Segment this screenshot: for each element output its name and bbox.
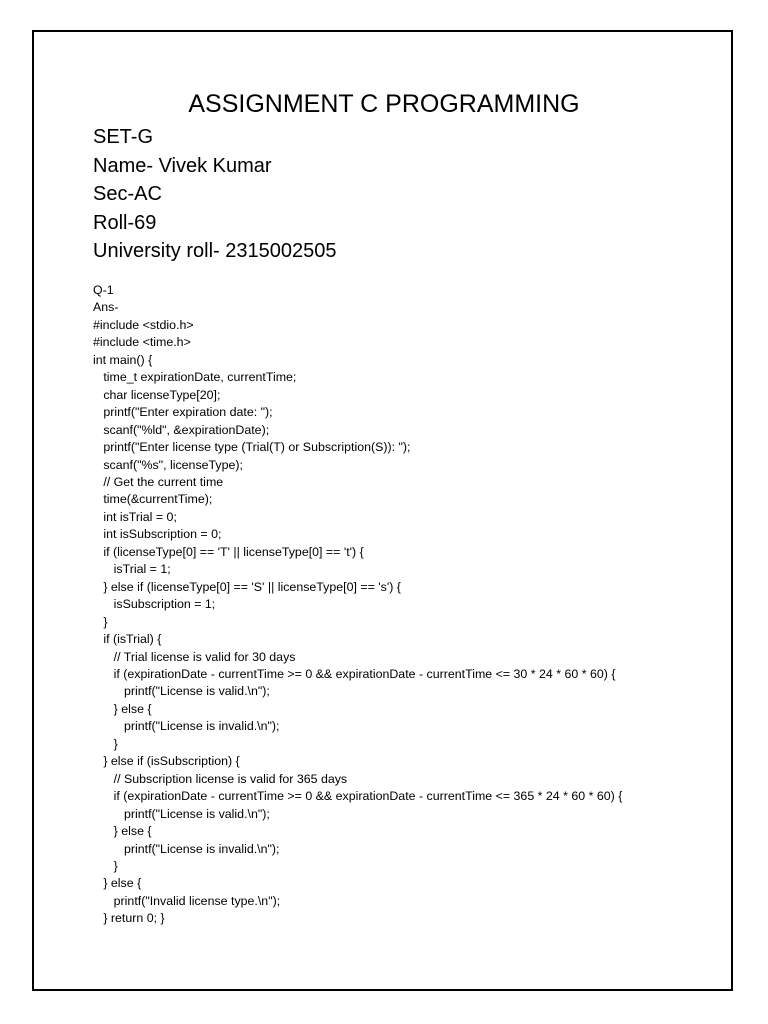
section-line: Sec-AC xyxy=(93,183,162,205)
code-line: } else if (licenseType[0] == 'S' || licenseType[0] == 's') { xyxy=(93,579,401,594)
code-line: isSubscription = 1; xyxy=(93,597,216,612)
code-line: // Subscription license is valid for 365 days xyxy=(93,771,348,786)
code-line: } xyxy=(93,858,118,873)
code-line: printf("Invalid license type.\n"); xyxy=(93,893,281,908)
code-block xyxy=(93,282,622,928)
code-line: if (expirationDate - currentTime >= 0 && expirationDate - currentTime <= 30 * 24 * 60 * 60) { xyxy=(93,666,616,681)
code-line: isTrial = 1; xyxy=(93,562,171,577)
code-line: if (isTrial) { xyxy=(93,632,162,647)
code-line: Ans- xyxy=(93,300,119,315)
code-line: time_t expirationDate, currentTime; xyxy=(93,370,297,385)
code-line: printf("License is valid.\n"); xyxy=(93,684,270,699)
code-line: printf("License is invalid.\n"); xyxy=(93,719,280,734)
university-roll-line: University roll- 2315002505 xyxy=(93,240,337,262)
code-line: } xyxy=(93,614,108,629)
page-title: ASSIGNMENT C PROGRAMMING xyxy=(188,90,580,118)
code-line: scanf("%ld", &expirationDate); xyxy=(93,422,270,437)
code-line: } else { xyxy=(93,701,152,716)
code-line: printf("Enter license type (Trial(T) or Subscription(S)): "); xyxy=(93,440,411,455)
code-line: } return 0; } xyxy=(93,911,165,926)
code-line: // Get the current time xyxy=(93,474,224,489)
code-line: // Trial license is valid for 30 days xyxy=(93,649,296,664)
code-line: printf("License is valid.\n"); xyxy=(93,806,270,821)
code-line: } else if (isSubscription) { xyxy=(93,754,240,769)
code-line: time(&currentTime); xyxy=(93,492,213,507)
code-line: #include <time.h> xyxy=(93,335,191,350)
roll-line: Roll-69 xyxy=(93,211,157,234)
code-line: char licenseType[20]; xyxy=(93,387,221,402)
code-line: #include <stdio.h> xyxy=(93,317,194,332)
code-line: } else { xyxy=(93,824,152,839)
set-line: SET-G xyxy=(93,126,154,148)
student-info xyxy=(93,123,336,266)
code-line: if (licenseType[0] == 'T' || licenseType[0] == 't') { xyxy=(93,544,364,559)
code-line: int isSubscription = 0; xyxy=(93,527,222,542)
code-line: scanf("%s", licenseType); xyxy=(93,457,243,472)
code-line: Q-1 xyxy=(93,283,114,297)
code-line: printf("Enter expiration date: "); xyxy=(93,405,273,420)
code-line: } else { xyxy=(93,876,142,891)
name-line: Name- Vivek Kumar xyxy=(93,154,272,177)
code-line: printf("License is invalid.\n"); xyxy=(93,841,280,856)
code-line: int isTrial = 0; xyxy=(93,509,177,524)
code-line: if (expirationDate - currentTime >= 0 && expirationDate - currentTime <= 365 * 24 * 60 * 60) { xyxy=(93,789,623,804)
code-line: int main() { xyxy=(93,352,153,367)
code-line: } xyxy=(93,736,118,751)
